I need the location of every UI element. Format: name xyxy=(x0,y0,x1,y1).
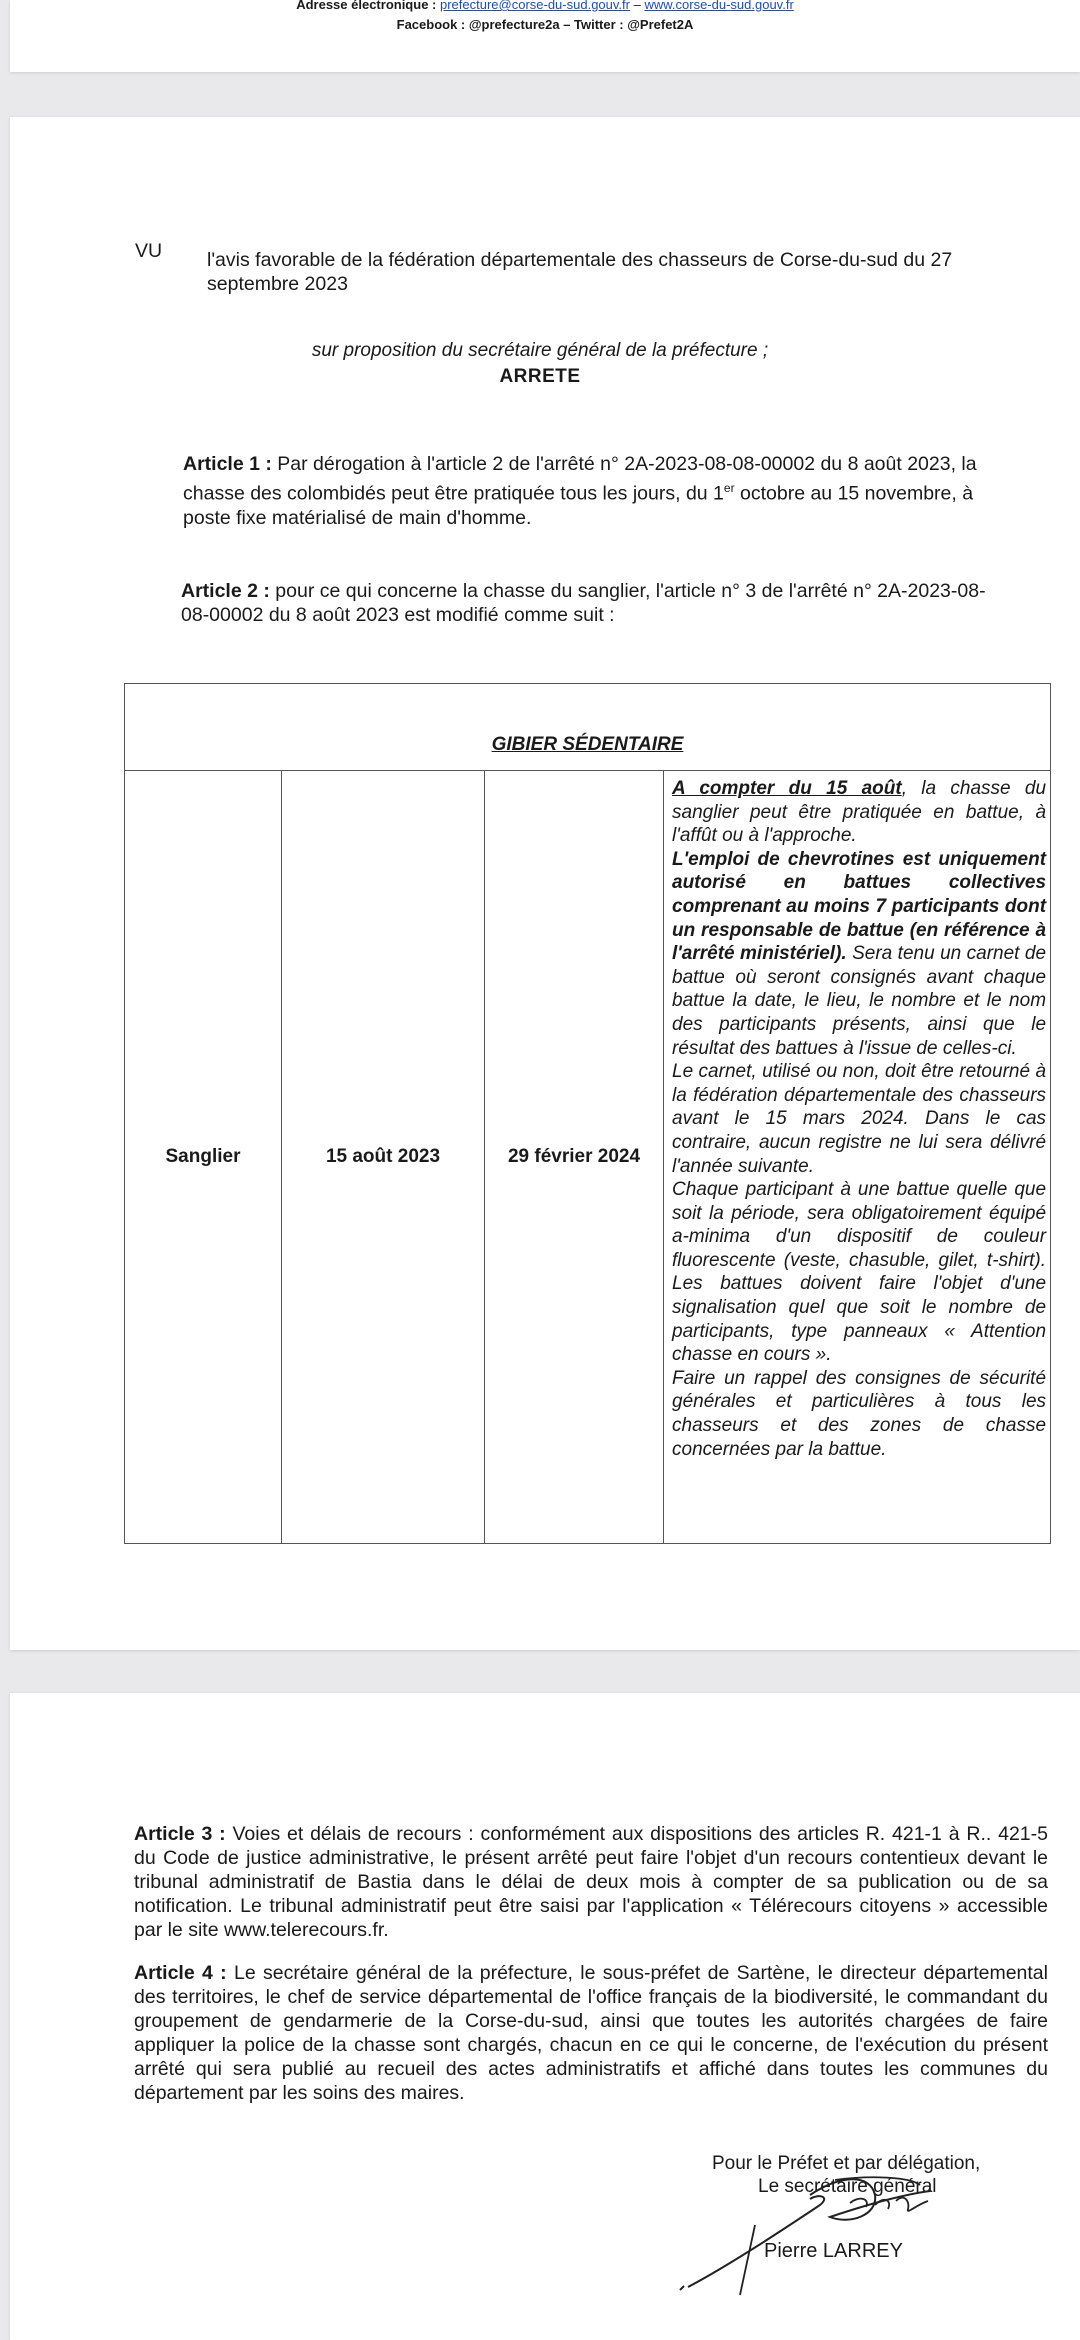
article-1-text-a: Par dérogation à l'article 2 de l'arrêté n° 2A-2023-08-08-00002 du 8 août 2023, la chasse des colombidés peut être pratiquée tous les jours, du 1 xyxy=(183,453,977,505)
article-4 xyxy=(134,1961,1048,2105)
handwritten-signature xyxy=(670,2155,1000,2305)
article-1-sup: er xyxy=(723,481,735,495)
closing-date-cell: 29 février 2024 xyxy=(485,771,664,1544)
email-label: Adresse électronique : xyxy=(296,0,437,12)
signatory-name: Pierre LARREY xyxy=(764,2240,903,2262)
game-table xyxy=(124,683,1051,1544)
separator: – xyxy=(629,0,645,12)
table-header: GIBIER SÉDENTAIRE xyxy=(125,684,1051,771)
email-link[interactable]: prefecture@corse-du-sud.gouv.fr xyxy=(439,0,630,12)
article-1-text-b: octobre au 15 novembre, à poste fixe matérialisé de main d'homme. xyxy=(183,482,974,529)
article-3 xyxy=(134,1822,1048,1942)
article-1-label: Article 1 : xyxy=(183,453,272,475)
conditions-p1: , la chasse du sanglier peut être pratiquée en battue, à l'affût ou à l'approche. xyxy=(672,778,1047,847)
opening-date-cell: 15 août 2023 xyxy=(282,771,485,1544)
visa-text: l'avis favorable de la fédération départementale des chasseurs de Corse-du-sud du 27 septembre 2023 xyxy=(207,249,953,295)
visa-key: VU xyxy=(135,240,163,262)
article-2-text: pour ce qui concerne la chasse du sanglier, l'article n° 3 de l'arrêté n° 2A-2023-08-08-00002 du 8 août 2023 est modifié comme suit : xyxy=(181,580,986,626)
previous-page-footer xyxy=(10,0,1080,72)
website-link[interactable]: www.corse-du-sud.gouv.fr xyxy=(644,0,794,12)
signature-delegation: Pour le Préfet et par délégation, xyxy=(712,2153,981,2174)
species-cell: Sanglier xyxy=(125,771,282,1544)
article-3-text: Voies et délais de recours : conformément aux dispositions des articles R. 421-1 à R.. 421-5 du Code de justice administrative, le présent arrêté peut faire l'objet d'un recours contentieux devant le tribunal administratif de Bastia dans le délai de deux mois à compter de sa publication ou de sa notification. Le tribunal administratif peut être saisi par l'application « Télérecours citoyens » accessible par le site www.telerecours.fr. xyxy=(134,1823,1048,1941)
proposal-line: sur proposition du secrétaire général de la préfecture ; xyxy=(311,340,769,361)
article-4-text: Le secrétaire général de la préfecture, le sous-préfet de Sartène, le directeur départemental des territoires, le chef de service départemental de l'office français de la biodiversité, le commandant du groupement de gendarmerie de la Corse-du-sud, ainsi que toutes les autorités chargées de faire appliquer la police de la chasse sont chargés, chacun en ce qui le concerne, de l'exécution du présent arrêté qui sera publié au recueil des actes administratifs et affiché dans toutes les communes du département par les soins des maires. xyxy=(134,1962,1048,2104)
article-2 xyxy=(181,579,1001,627)
conditions-p3: Le carnet, utilisé ou non, doit être retourné à la fédération départementale des chasseurs avant le 15 mars 2024. Dans le cas contraire, aucun registre ne lui sera délivré l'année suivante. xyxy=(672,1061,1047,1177)
conditions-p5: Faire un rappel des consignes de sécurité générales et particulières à tous les chasseurs et des zones de chasse concernées par la battue. xyxy=(672,1367,1047,1460)
article-3-label: Article 3 : xyxy=(134,1823,226,1845)
decision-title: ARRETE xyxy=(499,366,581,387)
conditions-start-date: A compter du 15 août xyxy=(672,778,902,799)
article-2-label: Article 2 : xyxy=(181,580,270,602)
conditions-p2: Sera tenu un carnet de battue où seront consignés avant chaque battue la date, le lieu, le nombre et le nom des participants présents, ainsi que le résultat des battues à l'issue de celles-ci. xyxy=(672,943,1047,1059)
social-line: Facebook : @prefecture2a – Twitter : @Prefet2A xyxy=(396,17,694,32)
table-row xyxy=(125,771,1051,1544)
conditions-p4: Chaque participant à une battue quelle que soit la période, sera obligatoirement équipé a-minima d'un dispositif de couleur fluorescente (veste, chasuble, gilet, t-shirt). Les battues doivent faire l'objet d'une signalisation quel que soit le nombre de participants, type panneaux « Attention chasse en cours ». xyxy=(672,1179,1047,1366)
conditions-cell xyxy=(664,771,1051,1544)
signature-title: Le secrétaire général xyxy=(758,2176,937,2197)
article-1 xyxy=(183,452,1003,530)
article-4-label: Article 4 : xyxy=(134,1962,227,1984)
table-header-row xyxy=(125,684,1051,771)
contact-email-line xyxy=(10,0,1080,14)
conditions-buckshot-rule: L'emploi de chevrotines est uniquement autorisé en battues collectives comprenant au moins 7 participants dont un responsable de battue (en référence à l'arrêté ministériel). xyxy=(672,848,1047,965)
